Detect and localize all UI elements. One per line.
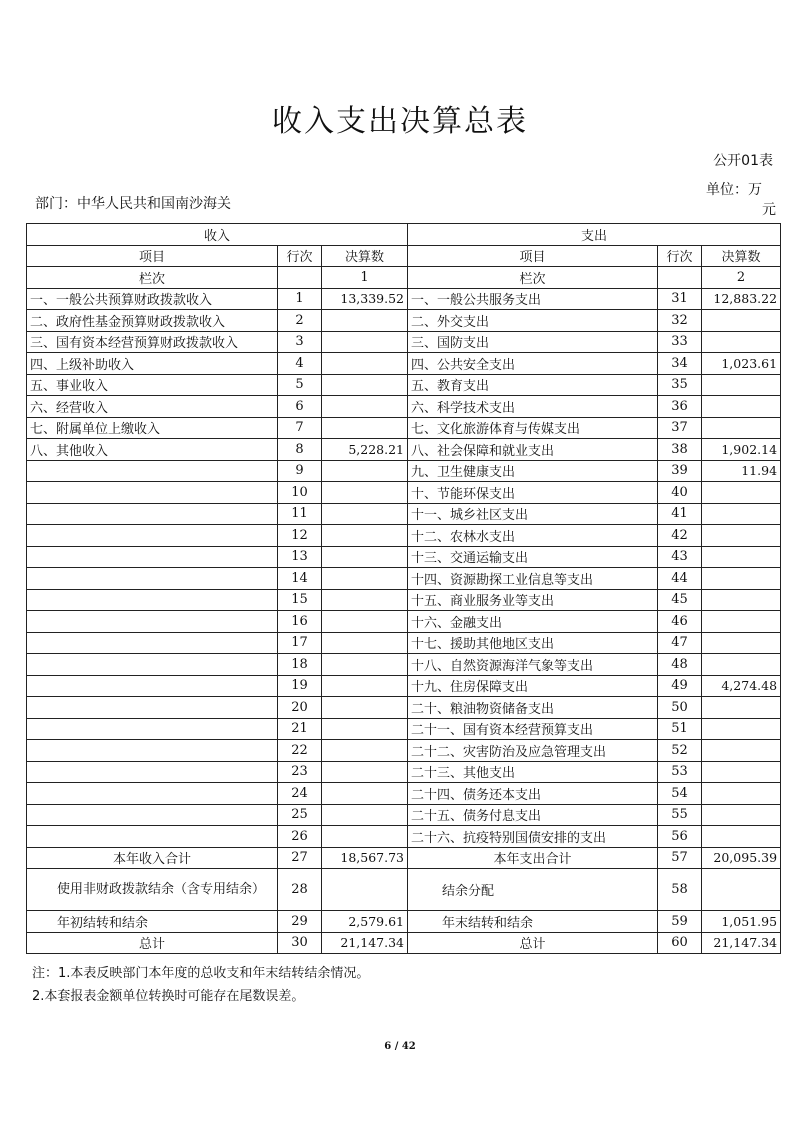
expense-item-cell: 十、节能环保支出 [408, 482, 658, 504]
expense-rowno-cell: 50 [658, 697, 702, 719]
income-item-cell [27, 654, 278, 676]
expense-rowno-cell: 39 [658, 460, 702, 482]
expense-rowno-cell: 36 [658, 396, 702, 418]
table-row [27, 654, 781, 676]
expense-rowno-cell: 37 [658, 417, 702, 439]
income-amount-cell [322, 826, 408, 848]
expense-item-cell: 五、教育支出 [408, 374, 658, 396]
grand-total-expense-label: 总计 [408, 932, 658, 954]
income-item-cell: 四、上级补助收入 [27, 353, 278, 375]
expense-item-cell: 二十一、国有资本经营预算支出 [408, 718, 658, 740]
expense-item-cell: 八、社会保障和就业支出 [408, 439, 658, 461]
income-amount-cell [322, 761, 408, 783]
expense-amount-cell: 4,274.48 [702, 675, 781, 697]
income-amount-cell [322, 374, 408, 396]
end-carryover-amount: 1,051.95 [702, 911, 781, 933]
income-rowno-cell: 16 [278, 611, 322, 633]
note-line-1: 注：1.本表反映部门本年度的总收支和年末结转结余情况。 [32, 966, 370, 981]
income-item-cell [27, 589, 278, 611]
expense-rowno-cell: 56 [658, 826, 702, 848]
table-row [27, 331, 781, 353]
nonfiscal-row [27, 869, 781, 911]
table-row [27, 826, 781, 848]
expense-rowno-cell: 45 [658, 589, 702, 611]
income-amount-cell [322, 718, 408, 740]
income-amount-cell [322, 589, 408, 611]
document-title: 收入支出决算总表 [272, 104, 528, 139]
income-column-label: 栏次 [27, 267, 278, 289]
expense-amount-cell [702, 611, 781, 633]
income-amount-cell [322, 331, 408, 353]
expense-column-blank [658, 267, 702, 289]
nonfiscal-amount [322, 869, 408, 911]
expense-amount-header: 决算数 [702, 245, 781, 267]
grand-total-income-amount: 21,147.34 [322, 932, 408, 954]
income-item-cell: 八、其他收入 [27, 439, 278, 461]
expense-amount-cell [702, 546, 781, 568]
expense-rowno-cell: 55 [658, 804, 702, 826]
table-row [27, 546, 781, 568]
income-amount-cell: 5,228.21 [322, 439, 408, 461]
expense-item-cell: 六、科学技术支出 [408, 396, 658, 418]
table-row [27, 439, 781, 461]
expense-rowno-cell: 40 [658, 482, 702, 504]
income-rowno-cell: 25 [278, 804, 322, 826]
income-item-cell [27, 675, 278, 697]
expense-item-cell: 九、卫生健康支出 [408, 460, 658, 482]
begin-carryover-amount: 2,579.61 [322, 911, 408, 933]
income-amount-cell [322, 310, 408, 332]
expense-rowno-cell: 52 [658, 740, 702, 762]
income-amount-cell [322, 503, 408, 525]
income-amount-cell: 13,339.52 [322, 288, 408, 310]
income-item-cell [27, 460, 278, 482]
income-rowno-cell: 19 [278, 675, 322, 697]
header-row-columns [27, 245, 781, 267]
expense-amount-cell [702, 718, 781, 740]
expense-item-cell: 二十三、其他支出 [408, 761, 658, 783]
expense-amount-cell [702, 310, 781, 332]
income-item-cell: 一、一般公共预算财政拨款收入 [27, 288, 278, 310]
income-amount-cell [322, 740, 408, 762]
expense-item-cell: 一、一般公共服务支出 [408, 288, 658, 310]
income-item-cell [27, 761, 278, 783]
table-row [27, 460, 781, 482]
total-income-label: 本年收入合计 [27, 847, 278, 869]
income-rowno-cell: 4 [278, 353, 322, 375]
table-row [27, 374, 781, 396]
income-rowno-cell: 3 [278, 331, 322, 353]
income-rowno-cell: 22 [278, 740, 322, 762]
unit-line-1: 单位：万 [706, 182, 762, 198]
income-rowno-cell: 10 [278, 482, 322, 504]
expense-item-cell: 十四、资源勘探工业信息等支出 [408, 568, 658, 590]
expense-amount-cell: 11.94 [702, 460, 781, 482]
table-row [27, 675, 781, 697]
income-amount-header: 决算数 [322, 245, 408, 267]
grand-total-income-no: 30 [278, 932, 322, 954]
income-item-cell [27, 611, 278, 633]
expense-amount-cell [702, 783, 781, 805]
income-rowno-cell: 26 [278, 826, 322, 848]
expense-item-cell: 十五、商业服务业等支出 [408, 589, 658, 611]
expense-item-cell: 十七、援助其他地区支出 [408, 632, 658, 654]
income-amount-cell [322, 783, 408, 805]
unit-line-2: 元 [762, 202, 776, 218]
income-amount-cell [322, 546, 408, 568]
income-rowno-cell: 7 [278, 417, 322, 439]
income-item-header: 项目 [27, 245, 278, 267]
expense-amount-cell [702, 331, 781, 353]
income-rowno-cell: 12 [278, 525, 322, 547]
expense-amount-cell [702, 632, 781, 654]
income-item-cell [27, 482, 278, 504]
income-rowno-cell: 2 [278, 310, 322, 332]
income-column-index: 1 [322, 267, 408, 289]
total-expense-amount: 20,095.39 [702, 847, 781, 869]
expense-rowno-cell: 47 [658, 632, 702, 654]
total-income-no: 27 [278, 847, 322, 869]
end-carryover-no: 59 [658, 911, 702, 933]
expense-amount-cell [702, 804, 781, 826]
expense-amount-cell: 1,023.61 [702, 353, 781, 375]
total-income-row [27, 847, 781, 869]
income-amount-cell [322, 525, 408, 547]
income-rowno-cell: 13 [278, 546, 322, 568]
income-rowno-cell: 21 [278, 718, 322, 740]
income-amount-cell [322, 654, 408, 676]
page-number: 6 / 42 [384, 1041, 416, 1052]
income-amount-cell [322, 632, 408, 654]
expense-amount-cell [702, 374, 781, 396]
table-row [27, 761, 781, 783]
income-rowno-cell: 15 [278, 589, 322, 611]
income-amount-cell [322, 396, 408, 418]
income-rowno-cell: 8 [278, 439, 322, 461]
nonfiscal-label: 使用非财政拨款结余（含专用结余） [27, 869, 278, 911]
expense-section-header: 支出 [408, 224, 781, 246]
expense-item-cell: 二、外交支出 [408, 310, 658, 332]
income-amount-cell [322, 697, 408, 719]
table-row [27, 718, 781, 740]
income-rowno-cell: 23 [278, 761, 322, 783]
expense-rowno-cell: 44 [658, 568, 702, 590]
income-amount-cell [322, 417, 408, 439]
expense-rowno-cell: 51 [658, 718, 702, 740]
expense-rowno-cell: 48 [658, 654, 702, 676]
expense-rowno-cell: 33 [658, 331, 702, 353]
expense-item-cell: 二十二、灾害防治及应急管理支出 [408, 740, 658, 762]
expense-item-cell: 二十五、债务付息支出 [408, 804, 658, 826]
expense-rowno-cell: 42 [658, 525, 702, 547]
income-item-cell: 三、国有资本经营预算财政拨款收入 [27, 331, 278, 353]
expense-rowno-cell: 31 [658, 288, 702, 310]
income-rowno-cell: 9 [278, 460, 322, 482]
table-row [27, 611, 781, 633]
income-item-cell: 七、附属单位上缴收入 [27, 417, 278, 439]
income-amount-cell [322, 460, 408, 482]
header-row-section [27, 224, 781, 246]
total-expense-label: 本年支出合计 [408, 847, 658, 869]
income-amount-cell [322, 353, 408, 375]
expense-column-label: 栏次 [408, 267, 658, 289]
income-rowno-cell: 24 [278, 783, 322, 805]
grand-total-expense-amount: 21,147.34 [702, 932, 781, 954]
income-amount-cell [322, 804, 408, 826]
expense-amount-cell [702, 589, 781, 611]
income-amount-cell [322, 611, 408, 633]
carryover-row [27, 911, 781, 933]
expense-item-cell: 十九、住房保障支出 [408, 675, 658, 697]
table-row [27, 310, 781, 332]
table-row [27, 589, 781, 611]
begin-carryover-no: 29 [278, 911, 322, 933]
income-expense-table [26, 223, 781, 954]
begin-carryover-label: 年初结转和结余 [27, 911, 278, 933]
form-code: 公开01表 [713, 153, 773, 169]
expense-amount-cell [702, 503, 781, 525]
expense-item-cell: 四、公共安全支出 [408, 353, 658, 375]
income-item-cell [27, 783, 278, 805]
expense-amount-cell: 12,883.22 [702, 288, 781, 310]
expense-rowno-cell: 53 [658, 761, 702, 783]
expense-rowno-cell: 34 [658, 353, 702, 375]
grand-total-income-label: 总计 [27, 932, 278, 954]
expense-rowno-cell: 32 [658, 310, 702, 332]
total-income-amount: 18,567.73 [322, 847, 408, 869]
expense-rowno-cell: 35 [658, 374, 702, 396]
expense-amount-cell [702, 396, 781, 418]
income-item-cell: 二、政府性基金预算财政拨款收入 [27, 310, 278, 332]
income-item-cell [27, 718, 278, 740]
expense-rowno-cell: 49 [658, 675, 702, 697]
income-amount-cell [322, 675, 408, 697]
expense-item-cell: 二十六、抗疫特别国债安排的支出 [408, 826, 658, 848]
expense-item-cell: 十六、金融支出 [408, 611, 658, 633]
expense-item-cell: 七、文化旅游体育与传媒支出 [408, 417, 658, 439]
end-carryover-label: 年末结转和结余 [408, 911, 658, 933]
table-row [27, 697, 781, 719]
expense-rowno-cell: 54 [658, 783, 702, 805]
table-row [27, 503, 781, 525]
expense-item-cell: 十二、农林水支出 [408, 525, 658, 547]
income-item-cell [27, 546, 278, 568]
expense-column-index: 2 [702, 267, 781, 289]
income-item-cell [27, 503, 278, 525]
table-row [27, 804, 781, 826]
expense-amount-cell [702, 525, 781, 547]
expense-item-cell: 二十、粮油物资储备支出 [408, 697, 658, 719]
grand-total-expense-no: 60 [658, 932, 702, 954]
expense-item-cell: 十八、自然资源海洋气象等支出 [408, 654, 658, 676]
department-label: 部门：中华人民共和国南沙海关 [35, 196, 231, 212]
expense-amount-cell: 1,902.14 [702, 439, 781, 461]
table-row [27, 353, 781, 375]
income-item-cell: 五、事业收入 [27, 374, 278, 396]
expense-item-header: 项目 [408, 245, 658, 267]
table-row [27, 632, 781, 654]
grand-total-row [27, 932, 781, 954]
unit-label [706, 180, 776, 220]
header-row-column-index [27, 267, 781, 289]
expense-amount-cell [702, 417, 781, 439]
surplus-allocation-label: 结余分配 [408, 869, 658, 911]
total-expense-no: 57 [658, 847, 702, 869]
expense-rowno-cell: 43 [658, 546, 702, 568]
income-section-header: 收入 [27, 224, 408, 246]
expense-item-cell: 十三、交通运输支出 [408, 546, 658, 568]
income-item-cell [27, 826, 278, 848]
surplus-allocation-amount [702, 869, 781, 911]
income-amount-cell [322, 568, 408, 590]
income-rowno-cell: 1 [278, 288, 322, 310]
income-rowno-cell: 17 [278, 632, 322, 654]
income-rowno-cell: 6 [278, 396, 322, 418]
income-item-cell [27, 525, 278, 547]
expense-amount-cell [702, 568, 781, 590]
expense-rowno-cell: 38 [658, 439, 702, 461]
surplus-allocation-no: 58 [658, 869, 702, 911]
table-row [27, 525, 781, 547]
income-column-blank [278, 267, 322, 289]
expense-amount-cell [702, 482, 781, 504]
income-rowno-cell: 11 [278, 503, 322, 525]
note-line-2: 2.本套报表金额单位转换时可能存在尾数误差。 [32, 989, 305, 1004]
table-row [27, 568, 781, 590]
table-row [27, 417, 781, 439]
table-row [27, 740, 781, 762]
expense-amount-cell [702, 826, 781, 848]
expense-item-cell: 二十四、债务还本支出 [408, 783, 658, 805]
income-item-cell [27, 568, 278, 590]
nonfiscal-no: 28 [278, 869, 322, 911]
table-row [27, 288, 781, 310]
income-rowno-cell: 5 [278, 374, 322, 396]
expense-rowno-header: 行次 [658, 245, 702, 267]
income-item-cell [27, 632, 278, 654]
expense-rowno-cell: 46 [658, 611, 702, 633]
income-item-cell [27, 740, 278, 762]
expense-amount-cell [702, 697, 781, 719]
income-rowno-cell: 14 [278, 568, 322, 590]
expense-item-cell: 十一、城乡社区支出 [408, 503, 658, 525]
expense-rowno-cell: 41 [658, 503, 702, 525]
expense-amount-cell [702, 740, 781, 762]
expense-amount-cell [702, 761, 781, 783]
expense-item-cell: 三、国防支出 [408, 331, 658, 353]
income-item-cell: 六、经营收入 [27, 396, 278, 418]
income-item-cell [27, 804, 278, 826]
income-amount-cell [322, 482, 408, 504]
income-item-cell [27, 697, 278, 719]
table-row [27, 482, 781, 504]
income-rowno-cell: 18 [278, 654, 322, 676]
table-row [27, 396, 781, 418]
income-rowno-cell: 20 [278, 697, 322, 719]
income-rowno-header: 行次 [278, 245, 322, 267]
expense-amount-cell [702, 654, 781, 676]
table-row [27, 783, 781, 805]
